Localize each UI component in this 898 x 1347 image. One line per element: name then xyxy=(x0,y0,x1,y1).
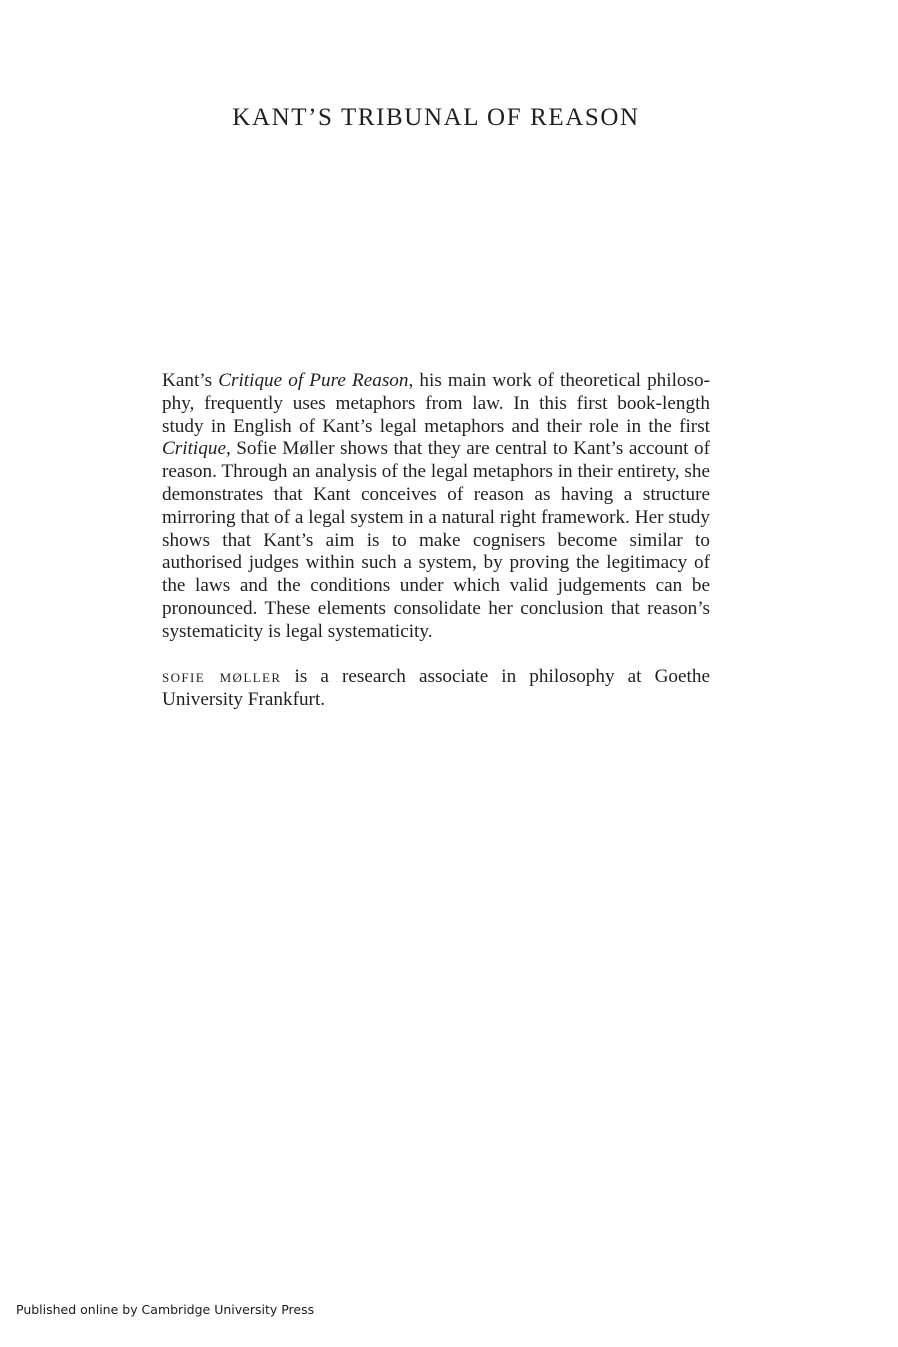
description-text: , his main work of theoretical philosophy, frequently uses metaphors from law. In this first book-length study in English of Kant’s legal metaphors and their role in the first xyxy=(162,370,710,437)
book-description xyxy=(162,370,710,644)
page-title: KANT’S TRIBUNAL OF REASON xyxy=(232,104,640,131)
description-text: Kant’s xyxy=(162,370,219,391)
book-title-italic: Critique of Pure Reason xyxy=(218,370,409,391)
author-name: sofie møller xyxy=(162,666,282,687)
author-bio-text: is a research associate in philosophy at Goethe University Frankfurt. xyxy=(162,666,710,710)
author-bio xyxy=(162,666,710,712)
publisher-footer: Published online by Cambridge University Press xyxy=(16,1302,315,1317)
book-short-title-italic: Critique xyxy=(162,438,226,460)
description-text: , Sofie Møller shows that they are central to Kant’s account of reason. Through an analysis of the legal metaphors in their entirety, she demonstrates that Kant conceives of reason as having a structure mirroring that of a legal system in a natural right framework. Her study shows that Kant’s aim is to make cognisers become similar to authorised judges within such a system, by proving the legitimacy of the laws and the conditions under which valid judgements can be pronounced. These elements consolidate her conclusion that reason’s systematicity is legal systematicity. xyxy=(162,438,710,642)
